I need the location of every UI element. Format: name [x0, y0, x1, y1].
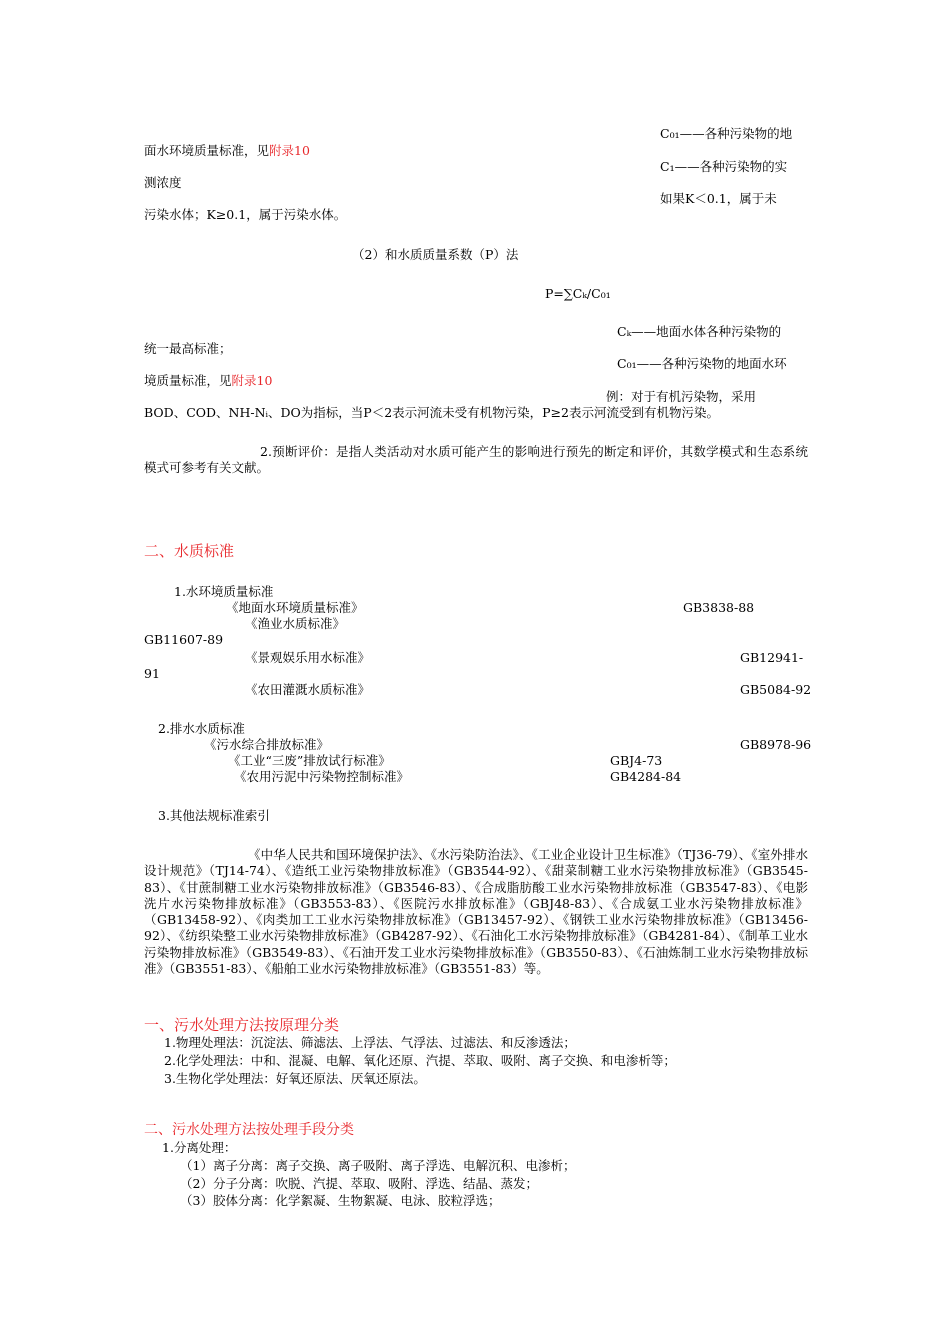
if-k-line: 如果K＜0.1，属于未	[660, 191, 777, 206]
principle-item: 3.生物化学处理法：好氧还原法、厌氧还原法。	[164, 1071, 426, 1086]
appendix-link-2[interactable]: 附录10	[231, 373, 273, 388]
drain-item-code: GBJ4-73	[610, 753, 663, 768]
env-item-code: GB12941-	[740, 650, 804, 665]
env-item-name: 《农田灌溉水质标准》	[245, 682, 371, 697]
env-item-name: 《渔业水质标准》	[245, 616, 346, 631]
appendix-link-1[interactable]: 附录10	[269, 143, 310, 158]
principle-heading: 一、污水处理方法按原理分类	[144, 1016, 340, 1034]
bod-line: BOD、COD、NH-Nᵢ、DO为指标，当P＜2表示河流未受有机物污染，P≥2表示河流受到有机物污染。	[144, 405, 720, 420]
c1-definition: C₁——各种污染物的实	[660, 159, 788, 174]
env-item-name: 《景观娱乐用水标准》	[245, 650, 371, 665]
separation-item: （1）离子分离：离子交换、离子吸附、离子浮选、电解沉积、电渗析；	[180, 1158, 576, 1173]
quality-standard-text: 境质量标准，见	[144, 373, 232, 388]
polluted-line: 污染水体；K≥0.1，属于污染水体。	[144, 207, 347, 222]
principle-item: 2.化学处理法：中和、混凝、电解、氧化还原、汽提、萃取、吸附、离子交换、和电渗析等；	[164, 1053, 676, 1068]
measured-line: 测浓度	[144, 175, 182, 190]
drain-item-name: 《农用污泥中污染物控制标准》	[234, 769, 410, 784]
formula: P=∑Cₖ/C₀₁	[545, 286, 611, 301]
separation-item: （2）分子分离：吹脱、汽提、萃取、吸附、浮选、结晶、蒸发；	[180, 1176, 538, 1191]
env-item-code: GB5084-92	[740, 682, 812, 697]
water-standard-heading: 二、水质标准	[144, 542, 235, 560]
c01-definition: C₀₁——各种污染物的地	[660, 126, 793, 141]
unified-max-line: 统一最高标准；	[144, 341, 232, 356]
ck-definition: Cₖ——地面水体各种污染物的	[617, 324, 782, 339]
drain-standard-title: 2.排水水质标准	[158, 721, 245, 736]
drain-item-name: 《工业“三废”排放试行标准》	[228, 753, 391, 768]
env-item-code: GB3838-88	[683, 600, 755, 615]
separation-title: 1.分离处理：	[162, 1140, 237, 1155]
env-item-code-cont: 91	[144, 666, 160, 681]
principle-item: 1.物理处理法：沉淀法、筛滤法、上浮法、气浮法、过滤法、和反渗透法；	[164, 1035, 576, 1050]
c01-definition-2: C₀₁——各种污染物的地面水环	[617, 356, 787, 371]
env-item-code: GB11607-89	[144, 632, 224, 647]
quality-standard-line	[144, 373, 272, 389]
drain-item-code: GB8978-96	[740, 737, 812, 752]
separation-item: （3）胶体分离：化学絮凝、生物絮凝、电泳、胶粒浮选；	[180, 1193, 501, 1208]
surface-standard-line	[144, 143, 310, 159]
env-item-name: 《地面水环境质量标准》	[226, 600, 364, 615]
env-standard-title: 1.水环境质量标准	[174, 584, 274, 599]
surface-standard-text: 面水环境质量标准，见	[144, 143, 270, 158]
prediction-paragraph: 2.预断评价：是指人类活动对水质可能产生的影响进行预先的断定和评价，其数学模式和生态系统模式可参考有关文献。	[144, 444, 808, 476]
other-standard-paragraph: 《中华人民共和国环境保护法》、《水污染防治法》、《工业企业设计卫生标准》（TJ36-79）、《室外排水设计规范》（TJ14-74）、《造纸工业污染物排放标准》（GB3544-92）、《甜菜制糖工业水污染物排放标准》（GB3545-83）、《甘蔗制糖工业水污染物排放标准》（GB3546-83）、《合成脂肪酸工业水污染物排放标准（GB3547-83）、《电影洗片水污染物排放标准》（GB3553-83）、《医院污水排放标准》（GBJ48-83）、《合成氨工业水污染物排放标准》（GB13458-92）、《肉类加工工业水污染物排放标准》（GB13457-92）、《钢铁工业水污染物排放标准》（GB13456-92）、《纺织染整工业水污染物排放标准》（GB4287-92）、《石油化工水污染物排放标准》（GB4281-84）、《制革工业水污染物排放标准》（GB3549-83）、《石油开发工业水污染物排放标准》（GB3550-83）、《石油炼制工业水污染物排放标准》（GB3551-83）、《船舶工业水污染物排放标准》（GB3551-83）等。	[144, 847, 808, 977]
drain-item-code: GB4284-84	[610, 769, 682, 784]
other-standard-title: 3.其他法规标准索引	[158, 808, 270, 823]
example-line: 例：对于有机污染物，采用	[606, 389, 757, 404]
means-heading: 二、污水处理方法按处理手段分类	[144, 1122, 354, 1138]
method2-title: （2）和水质质量系数（P）法	[352, 247, 519, 262]
drain-item-name: 《污水综合排放标准》	[204, 737, 330, 752]
